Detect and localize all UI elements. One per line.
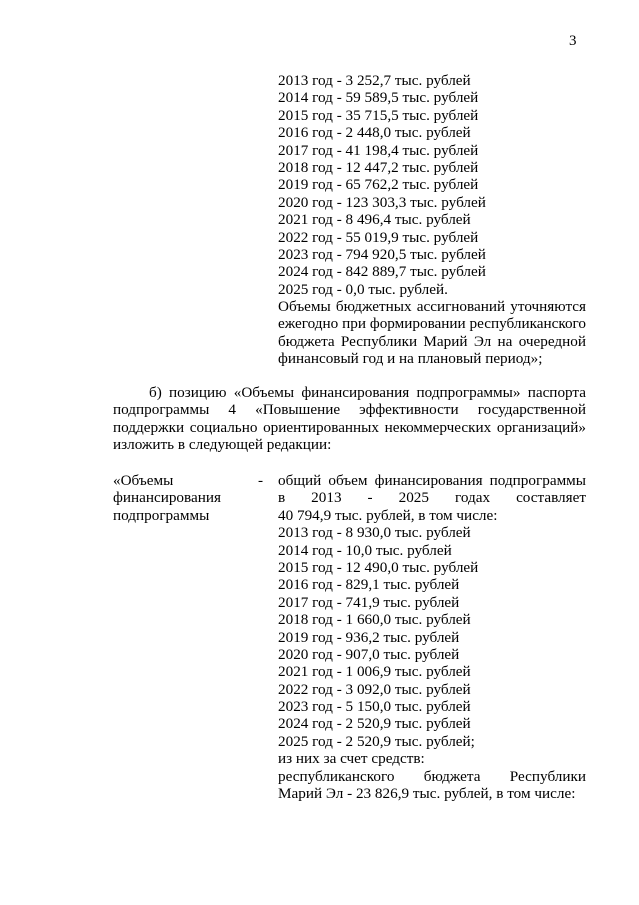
year-funding-line: 2021 год - 1 006,9 тыс. рублей — [278, 663, 471, 681]
page-number: 3 — [569, 33, 577, 49]
year-funding-line: 2023 год - 5 150,0 тыс. рублей — [278, 698, 471, 716]
year-funding-line: 2013 год - 3 252,7 тыс. рублей — [278, 72, 471, 89]
year-funding-line: 2019 год - 65 762,2 тыс. рублей — [278, 176, 479, 194]
note-line: бюджета Республики Марий Эл на очередной — [278, 332, 586, 350]
note-line: ежегодно при формировании республиканского — [278, 315, 586, 333]
sources-intro: из них за счет средств: — [278, 750, 425, 768]
paragraph-line-last: изложить в следующей редакции: — [113, 436, 332, 454]
year-funding-line: 2016 год - 2 448,0 тыс. рублей — [278, 124, 471, 142]
intro-line: в 2013 - 2025 годах составляет — [278, 489, 586, 507]
position-label-line: «Объемы — [113, 472, 174, 489]
paragraph-line: поддержки социально ориентированных некоммерческих организаций» — [113, 418, 586, 436]
year-funding-line: 2017 год - 41 198,4 тыс. рублей — [278, 141, 479, 159]
year-funding-line: 2021 год - 8 496,4 тыс. рублей — [278, 211, 471, 229]
budget-line: республиканского бюджета Республики — [278, 767, 586, 785]
intro-line: общий объем финансирования подпрограммы — [278, 472, 586, 489]
year-funding-line: 2017 год - 741,9 тыс. рублей — [278, 593, 460, 611]
year-funding-line: 2023 год - 794 920,5 тыс. рублей — [278, 245, 486, 263]
funding-continuation-block — [278, 72, 586, 368]
paragraph-b — [113, 384, 586, 454]
budget-line-last: Марий Эл - 23 826,9 тыс. рублей, в том числе: — [278, 785, 576, 803]
year-funding-line: 2025 год - 0,0 тыс. рублей. — [278, 280, 448, 298]
year-funding-line: 2018 год - 12 447,2 тыс. рублей — [278, 158, 479, 176]
year-funding-line: 2020 год - 123 303,3 тыс. рублей — [278, 193, 486, 211]
year-funding-line: 2020 год - 907,0 тыс. рублей — [278, 645, 460, 663]
year-funding-line: 2025 год - 2 520,9 тыс. рублей; — [278, 732, 475, 750]
paragraph-line: подпрограммы 4 «Повышение эффективности государственной — [113, 401, 586, 419]
year-funding-line: 2024 год - 842 889,7 тыс. рублей — [278, 263, 486, 281]
new-funding-block — [278, 472, 586, 802]
year-funding-line: 2022 год - 3 092,0 тыс. рублей — [278, 680, 471, 698]
year-funding-line: 2016 год - 829,1 тыс. рублей — [278, 576, 460, 594]
position-label — [113, 472, 263, 524]
paragraph-line: б) позицию «Объемы финансирования подпрограммы» паспорта — [149, 384, 586, 401]
year-funding-line: 2013 год - 8 930,0 тыс. рублей — [278, 524, 471, 542]
year-funding-line: 2019 год - 936,2 тыс. рублей — [278, 628, 460, 646]
position-label-line: подпрограммы — [113, 506, 210, 524]
year-funding-line: 2014 год - 59 589,5 тыс. рублей — [278, 89, 479, 107]
year-funding-line: 2015 год - 12 490,0 тыс. рублей — [278, 558, 479, 576]
year-funding-line: 2022 год - 55 019,9 тыс. рублей — [278, 228, 479, 246]
year-funding-line: 2024 год - 2 520,9 тыс. рублей — [278, 715, 471, 733]
year-funding-line: 2015 год - 35 715,5 тыс. рублей — [278, 106, 479, 124]
label-dash: - — [258, 472, 264, 489]
position-label-line: финансирования — [113, 489, 221, 507]
intro-line-last: 40 794,9 тыс. рублей, в том числе: — [278, 506, 498, 524]
note-line: Объемы бюджетных ассигнований уточняются — [278, 298, 586, 316]
year-funding-line: 2014 год - 10,0 тыс. рублей — [278, 541, 452, 559]
year-funding-line: 2018 год - 1 660,0 тыс. рублей — [278, 611, 471, 629]
note-line-last: финансовый год и на плановый период»; — [278, 350, 543, 368]
